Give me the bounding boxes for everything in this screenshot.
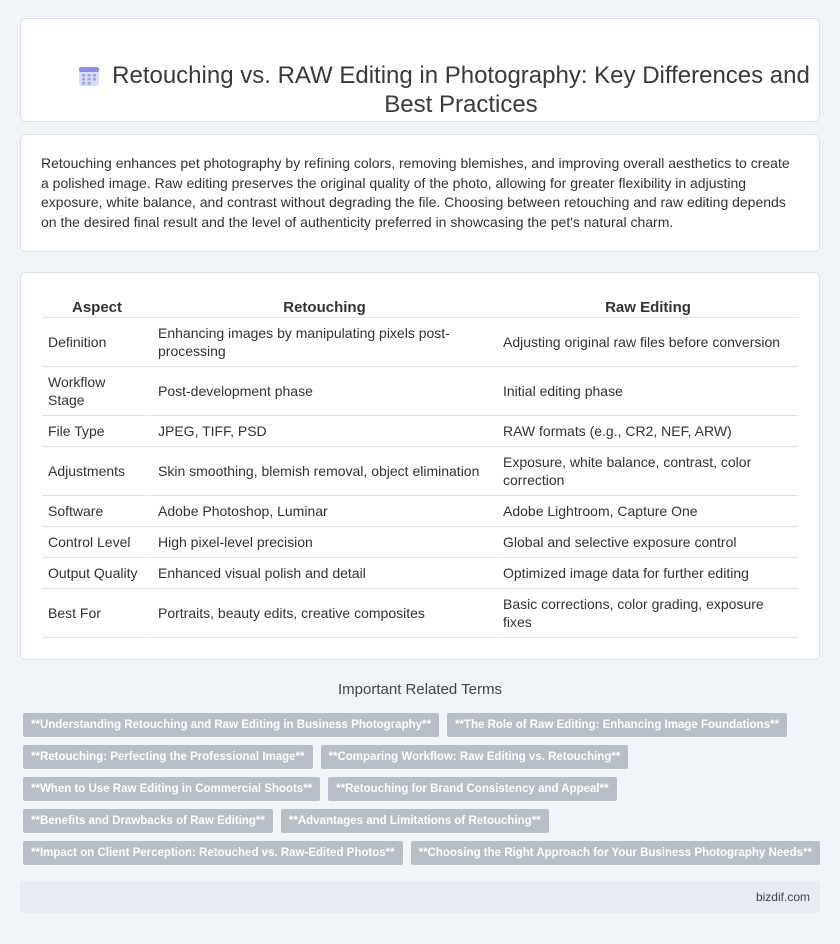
table-cell: Skin smoothing, blemish removal, object elimination	[152, 447, 497, 496]
related-term-tag[interactable]: **Benefits and Drawbacks of Raw Editing**	[23, 809, 273, 833]
related-term-tag[interactable]: **Impact on Client Perception: Retouched vs. Raw-Edited Photos**	[23, 841, 403, 865]
intro-paragraph: Retouching enhances pet photography by refining colors, removing blemishes, and improving overall aesthetics to create a polished image. Raw editing preserves the original quality of the photo, allowing for greater flexibility in adjusting exposure, white balance, and contrast without degrading the file. Choosing between retouching and raw editing depends on the desired final result and the level of authenticity preferred in showcasing the pet's natural charm.	[41, 155, 790, 230]
comparison-table-card	[20, 272, 820, 660]
table-cell: Optimized image data for further editing	[497, 558, 799, 589]
comparison-table	[42, 296, 799, 638]
table-cell: Software	[42, 496, 152, 527]
footer-brand-link[interactable]: bizdif.com	[755, 890, 810, 904]
related-term-tag[interactable]: **Choosing the Right Approach for Your Business Photography Needs**	[411, 841, 820, 865]
table-cell: Enhanced visual polish and detail	[152, 558, 497, 589]
table-cell: Adobe Lightroom, Capture One	[497, 496, 799, 527]
related-terms-heading: Important Related Terms	[338, 681, 502, 698]
table-cell: Portraits, beauty edits, creative composites	[152, 589, 497, 638]
table-cell: RAW formats (e.g., CR2, NEF, ARW)	[497, 416, 799, 447]
table-cell: File Type	[42, 416, 152, 447]
related-term-tag[interactable]: **The Role of Raw Editing: Enhancing Image Foundations**	[447, 713, 787, 737]
title-card	[20, 18, 820, 122]
table-cell: Post-development phase	[152, 367, 497, 416]
related-term-tag[interactable]: **Comparing Workflow: Raw Editing vs. Retouching**	[321, 745, 629, 769]
header-retouching: Retouching	[152, 296, 497, 318]
intro-card	[20, 134, 820, 252]
page-title: Retouching vs. RAW Editing in Photography: Key Differences and Best Practices	[112, 62, 810, 118]
table-header-row	[42, 296, 799, 318]
related-term-tag[interactable]: **Retouching: Perfecting the Professional Image**	[23, 745, 313, 769]
table-cell: Enhancing images by manipulating pixels post-processing	[152, 318, 497, 367]
table-row	[42, 558, 799, 589]
table-cell: Basic corrections, color grading, exposure fixes	[497, 589, 799, 638]
table-cell: Global and selective exposure control	[497, 527, 799, 558]
footer	[20, 881, 820, 913]
table-cell: Initial editing phase	[497, 367, 799, 416]
table-cell: Adjusting original raw files before conversion	[497, 318, 799, 367]
table-cell: Control Level	[42, 527, 152, 558]
related-terms-list	[23, 713, 823, 873]
table-cell: Output Quality	[42, 558, 152, 589]
table-row	[42, 367, 799, 416]
table-cell: Adjustments	[42, 447, 152, 496]
table-row	[42, 527, 799, 558]
related-term-tag[interactable]: **Understanding Retouching and Raw Editing in Business Photography**	[23, 713, 439, 737]
related-term-tag[interactable]: **When to Use Raw Editing in Commercial Shoots**	[23, 777, 320, 801]
table-row	[42, 447, 799, 496]
table-row	[42, 496, 799, 527]
table-row	[42, 589, 799, 638]
table-cell: JPEG, TIFF, PSD	[152, 416, 497, 447]
header-aspect: Aspect	[42, 296, 152, 318]
table-row	[42, 318, 799, 367]
header-raw-editing: Raw Editing	[497, 296, 799, 318]
table-cell: Adobe Photoshop, Luminar	[152, 496, 497, 527]
table-cell: Best For	[42, 589, 152, 638]
table-row	[42, 416, 799, 447]
calendar-icon	[77, 64, 101, 88]
table-cell: Workflow Stage	[42, 367, 152, 416]
related-term-tag[interactable]: **Retouching for Brand Consistency and Appeal**	[328, 777, 616, 801]
table-cell: Exposure, white balance, contrast, color correction	[497, 447, 799, 496]
related-term-tag[interactable]: **Advantages and Limitations of Retouching**	[281, 809, 549, 833]
table-cell: Definition	[42, 318, 152, 367]
table-cell: High pixel-level precision	[152, 527, 497, 558]
